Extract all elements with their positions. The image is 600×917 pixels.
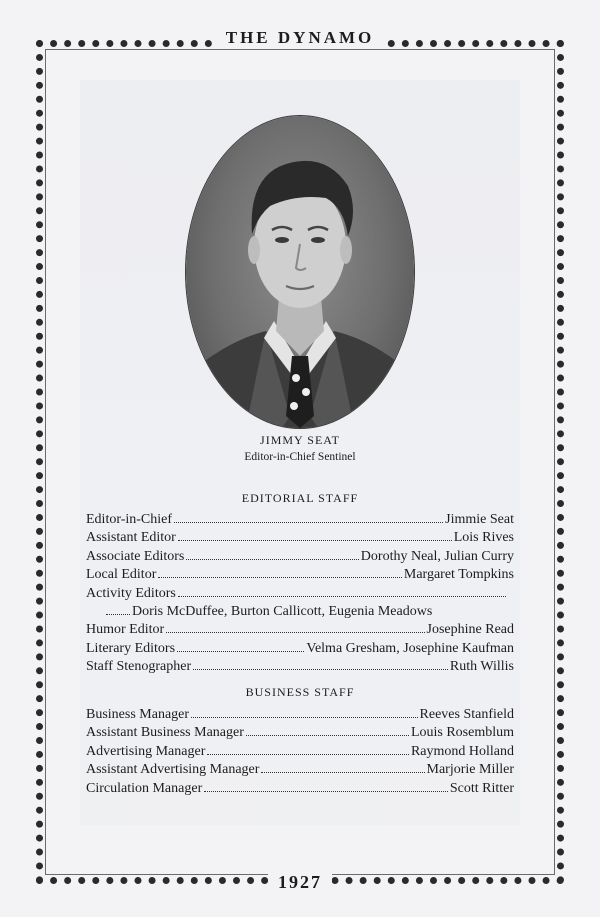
leader-dots (191, 705, 417, 718)
staff-role: Assistant Advertising Manager (86, 762, 260, 778)
leader-dots (174, 510, 443, 523)
staff-row (86, 657, 514, 675)
editorial-staff-list (86, 510, 514, 676)
editorial-staff-heading: EDITORIAL STAFF (241, 491, 359, 505)
business-staff-list (86, 705, 514, 797)
staff-role: Advertising Manager (86, 743, 206, 759)
staff-row (86, 742, 514, 760)
leader-dots (106, 602, 130, 615)
portrait-illustration (186, 116, 414, 428)
page-header (0, 28, 600, 48)
leader-dots (261, 760, 424, 773)
staff-role: Local Editor (86, 567, 157, 583)
staff-name: Margaret Tompkins (403, 567, 514, 583)
leader-dots (178, 528, 452, 541)
business-staff-heading: BUSINESS STAFF (245, 685, 355, 699)
leader-dots (207, 742, 409, 755)
staff-row (86, 547, 514, 565)
portrait-role: Editor-in-Chief Sentinel (244, 451, 356, 463)
staff-role: Business Manager (86, 707, 190, 722)
publication-title: THE DYNAMO (216, 28, 385, 47)
leader-dots (204, 779, 448, 792)
staff-name: Reeves Stanfield (419, 707, 514, 722)
staff-name: Josephine Read (426, 622, 514, 638)
staff-name: Louis Rosemblum (410, 725, 514, 741)
staff-name: Raymond Holland (410, 743, 514, 759)
staff-name: Scott Ritter (449, 780, 514, 796)
staff-row (86, 602, 514, 620)
staff-row (86, 723, 514, 741)
leader-dots (158, 565, 402, 578)
staff-row (86, 639, 514, 657)
staff-role: Staff Stenographer (86, 659, 192, 675)
leader-dots (193, 657, 448, 670)
staff-role: Literary Editors (86, 640, 176, 656)
staff-row (86, 779, 514, 797)
staff-name: Dorothy Neal, Julian Curry (360, 548, 514, 564)
leader-dots (178, 584, 506, 597)
staff-name: Lois Rives (453, 530, 514, 546)
staff-name: Jimmie Seat (445, 512, 514, 527)
staff-role: Assistant Business Manager (86, 725, 244, 741)
staff-row (86, 760, 514, 778)
staff-role: Associate Editors (86, 548, 185, 564)
staff-name: Ruth Willis (449, 659, 514, 675)
leader-dots (246, 723, 409, 736)
staff-row (86, 528, 514, 546)
staff-role: Circulation Manager (86, 780, 203, 796)
staff-role: Editor-in-Chief (86, 512, 173, 527)
staff-row (86, 510, 514, 528)
staff-row (86, 620, 514, 638)
portrait-photo (186, 116, 414, 428)
portrait-name: JIMMY SEAT (260, 433, 340, 447)
staff-name: Velma Gresham, Josephine Kaufman (306, 640, 514, 656)
staff-name: Doris McDuffee, Burton Callicott, Eugenia Meadows (132, 603, 433, 619)
staff-row (86, 565, 514, 583)
page-footer (0, 872, 600, 893)
staff-role: Humor Editor (86, 622, 165, 638)
staff-row (86, 705, 514, 723)
staff-role: Activity Editors (86, 585, 176, 601)
staff-row (86, 584, 514, 602)
year-label: 1927 (268, 872, 332, 892)
leader-dots (166, 620, 424, 633)
leader-dots (177, 639, 304, 652)
leader-dots (186, 547, 358, 560)
staff-role: Assistant Editor (86, 530, 176, 546)
staff-name: Marjorie Miller (426, 762, 514, 778)
